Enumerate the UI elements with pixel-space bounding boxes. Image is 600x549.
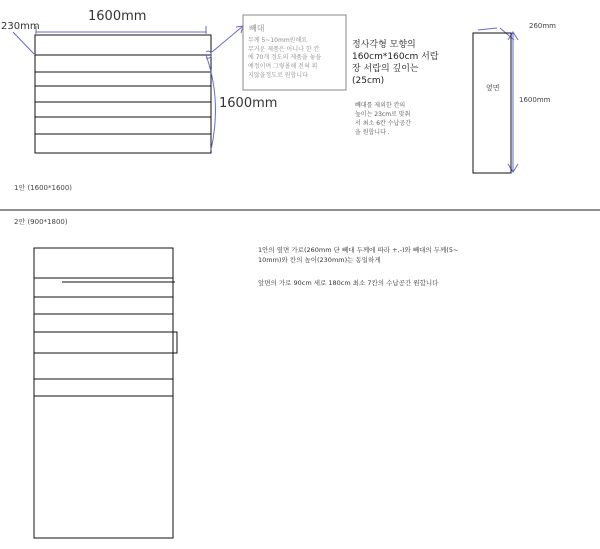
shelf-band [34, 332, 177, 353]
note-box-body: 두께 5~10mm원해요 무거운 제품은 아니나 한 칸 에 70개 정도의 제품을 놓을 예정이며 그렇몰해 전혀 휘 지않을정도로 원합니다 [248, 37, 322, 79]
shelf-note: 빼대를 제외한 칸의 높이는 23cm로 맞춰 서 최소 6칸 수납공간 을 원합니다 . [355, 102, 411, 136]
note-arrow [212, 26, 243, 52]
shelf-band [34, 379, 173, 396]
cabinet-outline [34, 248, 173, 538]
side-view-label: 옆면 [486, 84, 500, 92]
note-box-title: 빼대 [249, 24, 265, 33]
side-dim-top [478, 28, 497, 30]
shelf-band [34, 297, 173, 314]
cabinet-front-1600 [35, 35, 211, 153]
dim-corner-label: 230mm [1, 21, 40, 32]
section2-note-2: 앞면의 가로 90cm 세로 180cm 최소 7칸의 수납공간 원합니다 [258, 279, 439, 287]
cabinet-outline [35, 35, 211, 153]
spec-text: 정사각형 모향의 160cm*160cm 서랍 장 서랍의 깊이는 (25cm) [352, 40, 439, 87]
side-view-rect [473, 33, 511, 173]
side-dim-width-label: 260mm [529, 22, 556, 30]
cabinet-front-900 [34, 248, 177, 538]
section2-note-1: 1안의 옆면 가로(260mm 단 빼대 두께에 따라 +,-)와 빼대의 두께(5~ 10mm)와 칸의 높이(230mm)는 동일하게 [258, 246, 459, 265]
dim-top-label: 1600mm [88, 9, 147, 24]
dim-corner-line [13, 32, 34, 54]
dim-side-label: 1600mm [219, 96, 278, 111]
section1-caption: 1안 (1600*1600) [14, 184, 73, 192]
section2-caption: 2안 (900*1800) [14, 218, 68, 226]
side-dim-height-label: 1600mm [519, 96, 551, 104]
